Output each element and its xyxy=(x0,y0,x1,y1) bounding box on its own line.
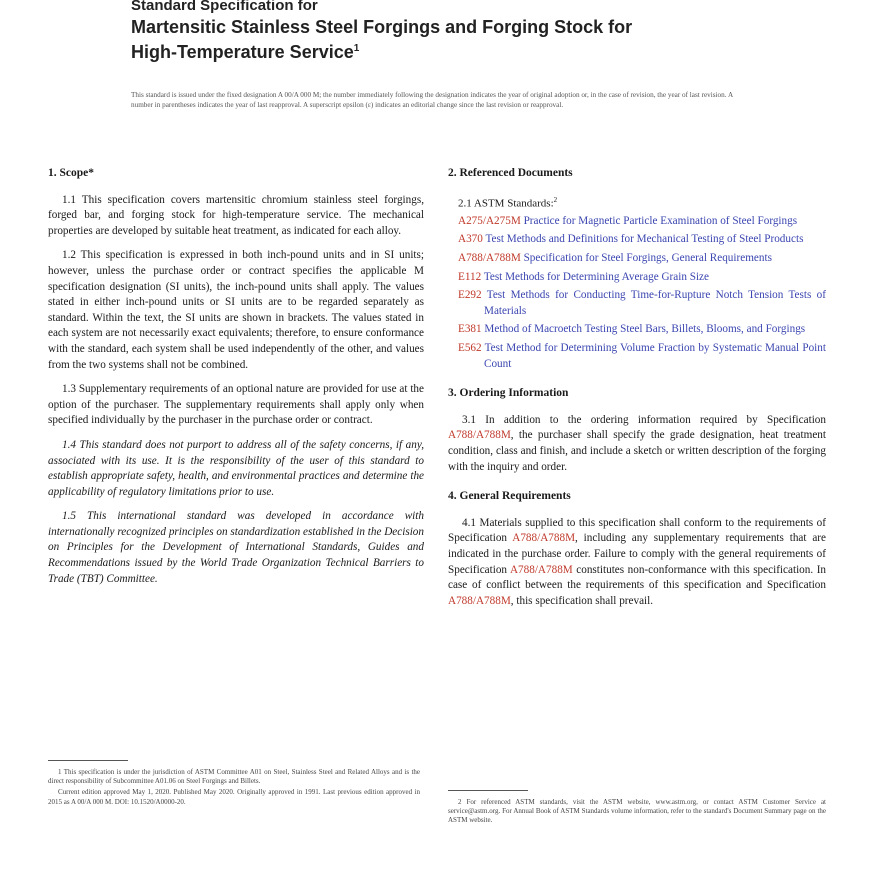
title-line-1: Standard Specification for xyxy=(131,0,318,14)
ordering-para-3-1: 3.1 In addition to the ordering information required by Specification A788/A788M, the purchaser shall specify the grade designation, heat treatment condition, class and finish, and include a sketch or written description of the forging with the inquiry and order. xyxy=(448,413,826,473)
scope-heading: 1. Scope* xyxy=(48,167,94,179)
spec-link[interactable]: A788/A788M xyxy=(448,594,511,607)
scope-para-1-3: 1.3 Supplementary requirements of an optional nature are provided for use at the option of the purchaser. The supplementary requirements shall apply only when specified individually by the purchaser in the purchase order or contract. xyxy=(48,383,424,427)
title-line-3: High-Temperature Service$^1$ xyxy=(131,42,360,62)
ref-item[interactable]: E562 Test Method for Determining Volume Fraction by Systematic Manual Point Count xyxy=(458,342,826,370)
ref-item[interactable]: E381 Method of Macroetch Testing Steel Bars, Billets, Blooms, and Forgings xyxy=(458,323,806,336)
ref-item[interactable]: A275/A275M Practice for Magnetic Particle Examination of Steel Forgings xyxy=(458,214,798,227)
footnote-1-edition: Current edition approved May 1, 2020. Published May 2020. Originally approved in 1991. Last previous edition approved in 2015 as A 00/A 000 M. DOI: 10.1520/A0000-20. xyxy=(48,788,420,806)
left-column xyxy=(48,166,424,596)
astm-standards-label: 2.1 ASTM Standards:$^2$ xyxy=(458,195,558,210)
ref-item[interactable]: E292 Test Methods for Conducting Time-for-Rupture Notch Tension Tests of Materials xyxy=(458,289,826,317)
footnote-1: 1 This specification is under the jurisdiction of ASTM Committee A01 on Steel, Stainless Steel and Related Alloys and is the direct responsibility of Subcommittee A01.06 on Steel Forgings and Billets. xyxy=(48,768,420,786)
title-line-2: Martensitic Stainless Steel Forgings and Forging Stock for xyxy=(131,17,633,37)
ref-item[interactable]: A370 Test Methods and Definitions for Mechanical Testing of Steel Products xyxy=(458,233,804,246)
footnote-2: 2 For referenced ASTM standards, visit the ASTM website, www.astm.org, or contact ASTM Customer Service at service@astm.org. For Annual Book of ASTM Standards volume information, refer to the standard's Document Summary page on the ASTM website. xyxy=(448,798,826,825)
spec-link[interactable]: A788/A788M xyxy=(512,532,576,545)
left-footnotes xyxy=(48,768,420,809)
scope-para-1-5: 1.5 This international standard was developed in accordance with internationally recognized principles on standardization established in the Decision on Principles for the Development of International Standards, Guides and Recommendations issued by the World Trade Organization Technical Barriers to Trade (TBT) Committee. xyxy=(48,510,424,585)
scope-para-1-1: 1.1 This specification covers martensitic chromium stainless steel forgings, forged bar, and forging stock for high-temperature service. The mechanical properties are developed by suitable heat treatment, as indicated for each alloy. xyxy=(48,193,424,237)
left-footnote-rule xyxy=(48,760,128,761)
spec-link[interactable]: A788/A788M xyxy=(448,429,511,442)
general-para-4-1: 4.1 Materials supplied to this specification shall conform to the requirements of Specification A788/A788M, including any supplementary requirements that are indicated in the purchase order. Failure to comply with the general requirements of Specification A788/A788M constitutes non-conformance with this specification. In case of conflict between the requirements of this specification and Specification A788/A788M, this specification shall prevail. xyxy=(448,516,827,607)
ordering-information-heading: 3. Ordering Information xyxy=(448,387,569,400)
designation-note: This standard is issued under the fixed designation A 00/A 000 M; the number immediately following the designation indicates the year of original adoption or, in the case of revision, the year of last revision. A number in parentheses indicates the year of last reapproval. A superscript epsilon (ε) indicates an editorial change since the last revision or reapproval. xyxy=(131,91,733,109)
document-title xyxy=(131,0,771,63)
title-footnote-mark[interactable]: 1 xyxy=(353,43,360,54)
right-column xyxy=(448,166,826,618)
right-footnotes xyxy=(448,798,826,828)
ref-item[interactable]: E112 Test Methods for Determining Average Grain Size xyxy=(458,270,709,283)
scope-para-1-2: 1.2 This specification is expressed in both inch-pound units and in SI units; however, unless the purchase order or contract specifies the applicable M specification designation (SI units), the inch-pound units shall apply. The values stated in either inch-pound units or SI units are to be regarded separately as standard. Within the text, the SI units are shown in brackets. The values stated in each system are not necessarily exact equivalents; therefore, to ensure conformance with the standard, each system shall be used independently of the other, and values from the two systems shall not be combined. xyxy=(48,249,424,371)
general-requirements-heading: 4. General Requirements xyxy=(448,490,571,503)
scope-para-1-4: 1.4 This standard does not purport to address all of the safety concerns, if any, associated with its use. It is the responsibility of the user of this standard to establish appropriate safety, health, and environmental practices and determine the applicability of regulatory limitations prior to use. xyxy=(48,438,424,498)
right-footnote-rule xyxy=(448,790,528,791)
spec-link[interactable]: A788/A788M xyxy=(509,563,573,576)
referenced-documents-heading: 2. Referenced Documents xyxy=(448,167,573,179)
ref-item[interactable]: A788/A788M Specification for Steel Forgings, General Requirements xyxy=(458,252,772,265)
